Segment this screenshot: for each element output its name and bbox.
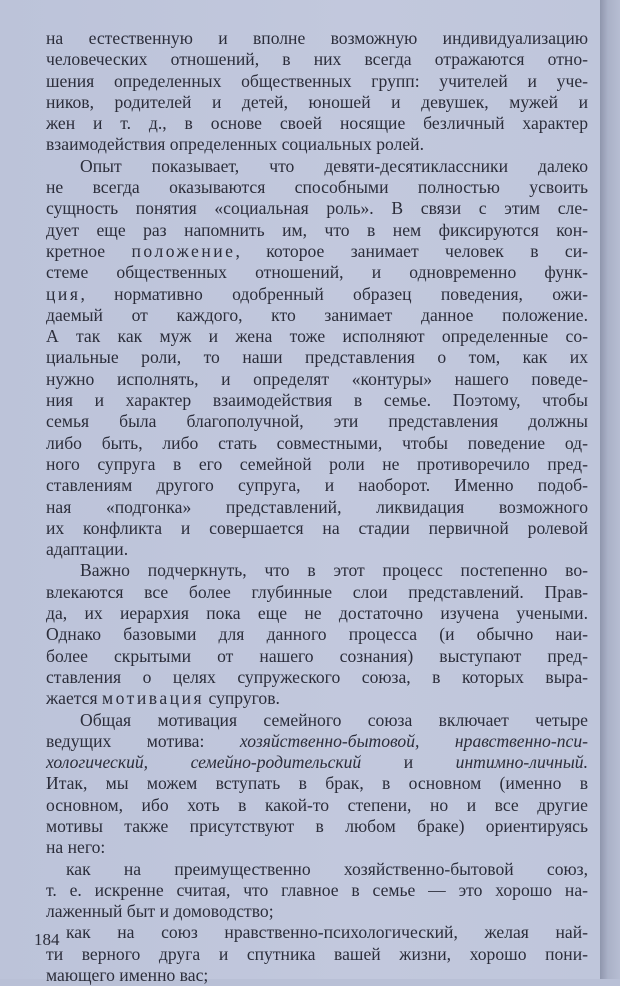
text-line: [46, 688, 588, 709]
text-line: не всегда оказываются способными полностью усвоить: [46, 177, 588, 198]
text-line: их конфликта и совершается на стадии первичной ролевой: [46, 517, 588, 538]
text-line: Важно подчеркнуть, что в этот процесс постепенно во-: [80, 560, 588, 581]
page-number: 184: [34, 930, 60, 949]
text-line: семья была благополучной, эти представления должны: [46, 411, 588, 432]
text-line: влекаются все более глубинные слои представлений. Прав-: [46, 581, 588, 602]
text-line: человеческих отношений, в них всегда отражаются отно-: [46, 49, 588, 70]
text-fragment: кретное: [46, 240, 132, 261]
text-line: т. е. искренне считая, что главное в семье — это хорошо на-: [46, 879, 588, 900]
text-line: Однако базовыми для данного процесса (и обычно наи-: [46, 624, 588, 645]
text-line: ставлениям другого супруга, и наоборот. Именно подоб-: [46, 475, 588, 496]
text-line: на него:: [46, 837, 106, 858]
body-text: [46, 28, 588, 986]
text-line: ния и характер взаимодействия в семье. Поэтому, чтобы: [46, 390, 588, 411]
text-fragment: жается: [46, 688, 102, 709]
text-fragment: , которое занимает человек в си-: [235, 240, 588, 261]
text-line: сущность понятия «социальная роль». В связи с этим сле-: [46, 198, 588, 219]
text-line: дует еще раз напомнить им, что в нем фиксируются кон-: [46, 219, 588, 240]
italic-term: интимно-личный.: [455, 752, 588, 773]
text-fragment: и: [361, 752, 456, 773]
text-line: лаженный быт и домоводство;: [46, 901, 274, 922]
spaced-term: мотивация: [101, 688, 205, 709]
text-line: как на союз нравственно-психологический, желая най-: [66, 922, 588, 943]
text-line: мающего именно вас;: [46, 965, 209, 986]
text-line: взаимодействия определенных социальных ролей.: [46, 134, 424, 155]
text-line: ного супруга в его семейной роли не противоречило пред-: [46, 453, 588, 474]
italic-term: хозяйственно-бытовой, нравственно-пси-: [239, 730, 588, 751]
italic-term: хологический, семейно-родительский: [46, 752, 362, 773]
text-line: циальные роли, то наши представления о том, как их: [46, 347, 588, 368]
spaced-term: ция: [46, 283, 81, 304]
text-fragment: ведущих мотива:: [46, 730, 240, 751]
text-line: либо быть, либо стать совместными, чтобы поведение од-: [46, 432, 588, 453]
text-line: ная «подгонка» представлений, ликвидация возможного: [46, 496, 588, 517]
text-line: Итак, мы можем вступать в брак, в основном (именно в: [46, 773, 588, 794]
text-line: жен и т. д., в основе своей носящие безличный характер: [46, 113, 588, 134]
text-line: ников, родителей и детей, юношей и девушек, мужей и: [46, 91, 588, 112]
text-fragment: супругов.: [204, 688, 280, 709]
text-line: [46, 731, 588, 752]
spaced-term: положение: [131, 240, 236, 261]
text-line: шения определенных общественных групп: учителей и уче-: [46, 70, 588, 91]
adjacent-page-edge: [600, 0, 620, 979]
text-line: на естественную и вполне возможную индивидуализацию: [46, 28, 588, 48]
text-line: [46, 284, 588, 305]
text-line: [46, 241, 588, 262]
text-line: [46, 752, 588, 773]
text-line: да, их иерархия пока еще не достаточно изучена учеными.: [46, 603, 588, 624]
text-line: А так как муж и жена тоже исполняют определенные со-: [46, 326, 588, 347]
text-line: ставления о целях супружеского союза, в которых выра-: [46, 666, 588, 687]
text-line: нужно исполнять, и определят «контуры» нашего поведе-: [46, 368, 588, 389]
text-fragment: , нормативно одобренный образец поведения, ожи-: [80, 283, 588, 304]
text-line: адаптации.: [46, 539, 129, 560]
text-line: Опыт показывает, что девяти-десятиклассники далеко: [80, 155, 588, 176]
text-line: как на преимущественно хозяйственно-бытовой союз,: [66, 858, 588, 879]
text-line: стеме общественных отношений, и одновременно функ-: [46, 262, 588, 283]
text-line: Общая мотивация семейного союза включает четыре: [80, 709, 588, 730]
text-line: более скрытыми от нашего сознания) выступают пред-: [46, 645, 588, 666]
text-line: основном, ибо хоть в какой-то степени, но и все другие: [46, 794, 588, 815]
text-line: даемый от каждого, кто занимает данное положение.: [46, 304, 588, 325]
text-line: мотивы также присутствуют в любом браке) ориентируясь: [46, 815, 588, 836]
text-line: ти верного друга и спутника вашей жизни, хорошо пони-: [46, 943, 588, 964]
